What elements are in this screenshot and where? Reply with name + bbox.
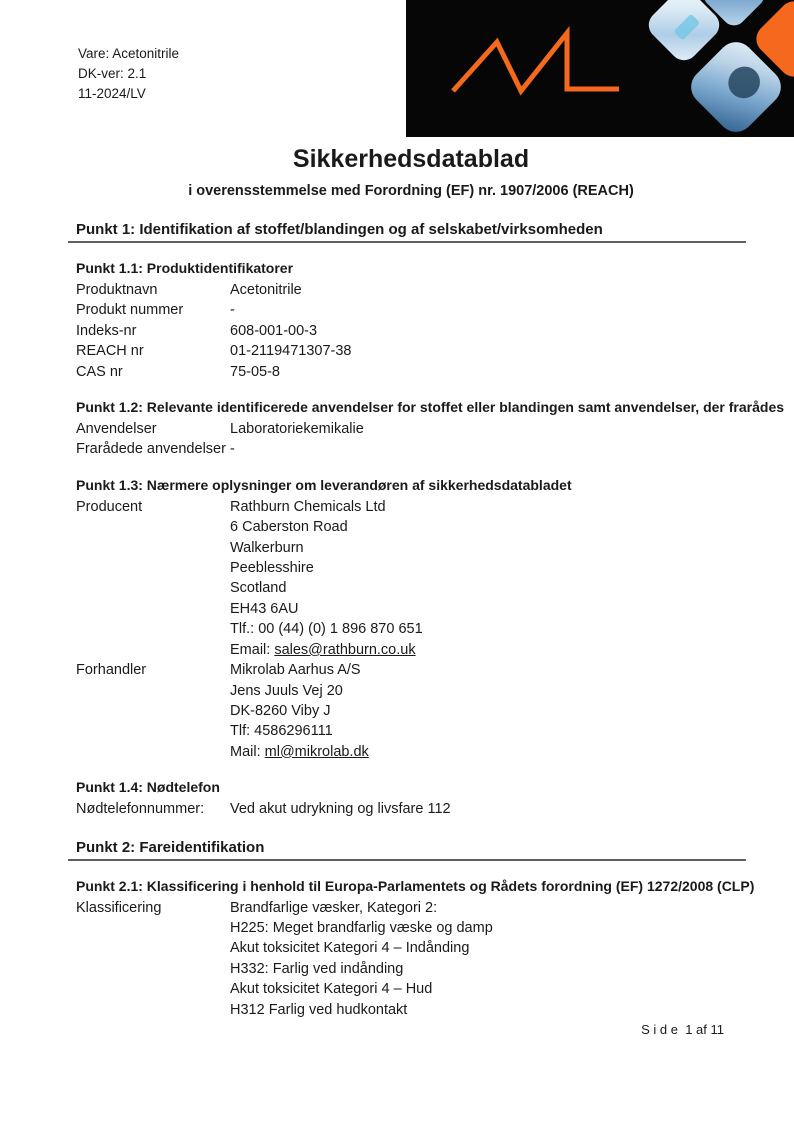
email-line bbox=[230, 640, 746, 660]
kv-row bbox=[76, 341, 746, 361]
address-line: DK-8260 Viby J bbox=[230, 702, 331, 719]
classification-line: Akut toksicitet Kategori 4 – Indånding bbox=[230, 940, 470, 957]
kv-label: REACH nr bbox=[76, 343, 144, 360]
document-meta bbox=[78, 44, 179, 104]
kv-row bbox=[76, 419, 746, 439]
kv-row bbox=[76, 362, 746, 382]
address-line: Peeblesshire bbox=[230, 560, 314, 577]
kv-value: 75-05-8 bbox=[230, 363, 280, 380]
phone-line: Tlf.: 00 (44) (0) 1 896 870 651 bbox=[230, 621, 423, 638]
distributor-email-link[interactable]: ml@mikrolab.dk bbox=[264, 743, 369, 760]
email-prefix: Mail: bbox=[230, 743, 265, 760]
classification-line: H332: Farlig ved indånding bbox=[230, 960, 404, 977]
address-line: Rathburn Chemicals Ltd bbox=[230, 498, 386, 515]
kv-value: Acetonitrile bbox=[230, 282, 302, 298]
address-line: Mikrolab Aarhus A/S bbox=[230, 662, 361, 679]
kv-row bbox=[76, 439, 746, 459]
section-divider bbox=[68, 859, 746, 861]
address-line: Walkerburn bbox=[230, 539, 304, 556]
meta-product-line: Vare: Acetonitrile bbox=[78, 46, 180, 61]
section-1-heading: Punkt 1: Identifikation af stoffet/blandingen og af selskabet/virksomheden bbox=[76, 221, 603, 238]
address-line: Jens Juuls Vej 20 bbox=[230, 682, 343, 699]
document-body bbox=[76, 144, 785, 1020]
logo-banner bbox=[406, 0, 794, 137]
distributor-block bbox=[76, 660, 746, 762]
phone-line: Tlf: 4586296111 bbox=[230, 723, 333, 740]
page-number: S i d e 1 af 11 bbox=[641, 1022, 724, 1037]
email-line bbox=[230, 742, 746, 762]
email-prefix: Email: bbox=[230, 641, 275, 658]
kv-value: - bbox=[230, 302, 235, 319]
section-2-1-heading: Punkt 2.1: Klassificering i henhold til Europa-Parlamentets og Rådets forordning (EF) 1272/2008 (CLP) bbox=[76, 877, 755, 894]
classification-label: Klassificering bbox=[76, 899, 162, 916]
producer-label: Producent bbox=[76, 498, 143, 515]
meta-date-line: 11-2024/LV bbox=[78, 86, 146, 101]
kv-label: CAS nr bbox=[76, 363, 123, 380]
classification-line: Akut toksicitet Kategori 4 – Hud bbox=[230, 981, 433, 998]
kv-label: Frarådede anvendelser bbox=[76, 441, 226, 458]
distributor-address bbox=[230, 660, 746, 762]
kv-label: Indeks-nr bbox=[76, 322, 137, 339]
kv-value: Ved akut udrykning og livsfare 112 bbox=[230, 801, 451, 818]
classification-block bbox=[76, 898, 746, 1020]
producer-address bbox=[230, 497, 746, 660]
kv-value: Laboratoriekemikalie bbox=[230, 421, 364, 438]
kv-label: Nødtelefonnummer: bbox=[76, 801, 205, 818]
producer-block bbox=[76, 497, 746, 660]
kv-row bbox=[76, 321, 746, 341]
section-1-1-heading: Punkt 1.1: Produktidentifikatorer bbox=[76, 260, 294, 276]
kv-row bbox=[76, 799, 746, 819]
section-divider bbox=[68, 241, 746, 243]
address-line: Scotland bbox=[230, 580, 287, 597]
address-line: EH43 6AU bbox=[230, 600, 299, 617]
classification-lines bbox=[230, 898, 746, 1020]
classification-line: Brandfarlige væsker, Kategori 2: bbox=[230, 899, 438, 916]
kv-value: - bbox=[230, 441, 235, 458]
section-1-2-heading: Punkt 1.2: Relevante identificerede anvendelser for stoffet eller blandingen samt anvendelser, der frarådes bbox=[76, 399, 785, 416]
classification-line: H225: Meget brandfarlig væske og damp bbox=[230, 919, 493, 936]
kv-value: 01-2119471307-38 bbox=[230, 343, 352, 360]
kv-label: Anvendelser bbox=[76, 421, 157, 438]
producer-email-link[interactable]: sales@rathburn.co.uk bbox=[274, 641, 416, 658]
kv-value: 608-001-00-3 bbox=[230, 322, 318, 339]
section-1-4-heading: Punkt 1.4: Nødtelefon bbox=[76, 779, 220, 796]
kv-row bbox=[76, 300, 746, 320]
section-2-heading: Punkt 2: Fareidentifikation bbox=[76, 838, 265, 856]
meta-version-line: DK-ver: 2.1 bbox=[78, 66, 147, 81]
kv-row bbox=[76, 280, 746, 300]
section-1-3-heading: Punkt 1.3: Nærmere oplysninger om leverandøren af sikkerhedsdatabladet bbox=[76, 476, 572, 493]
page-title: Sikkerhedsdatablad bbox=[292, 145, 530, 173]
page-subtitle: i overensstemmelse med Forordning (EF) nr. 1907/2006 (REACH) bbox=[188, 183, 634, 199]
kv-label: Produkt nummer bbox=[76, 302, 184, 319]
address-line: 6 Caberston Road bbox=[230, 519, 348, 536]
classification-line: H312 Farlig ved hudkontakt bbox=[230, 1001, 408, 1018]
distributor-label: Forhandler bbox=[76, 662, 147, 679]
kv-label: Produktnavn bbox=[76, 282, 158, 298]
